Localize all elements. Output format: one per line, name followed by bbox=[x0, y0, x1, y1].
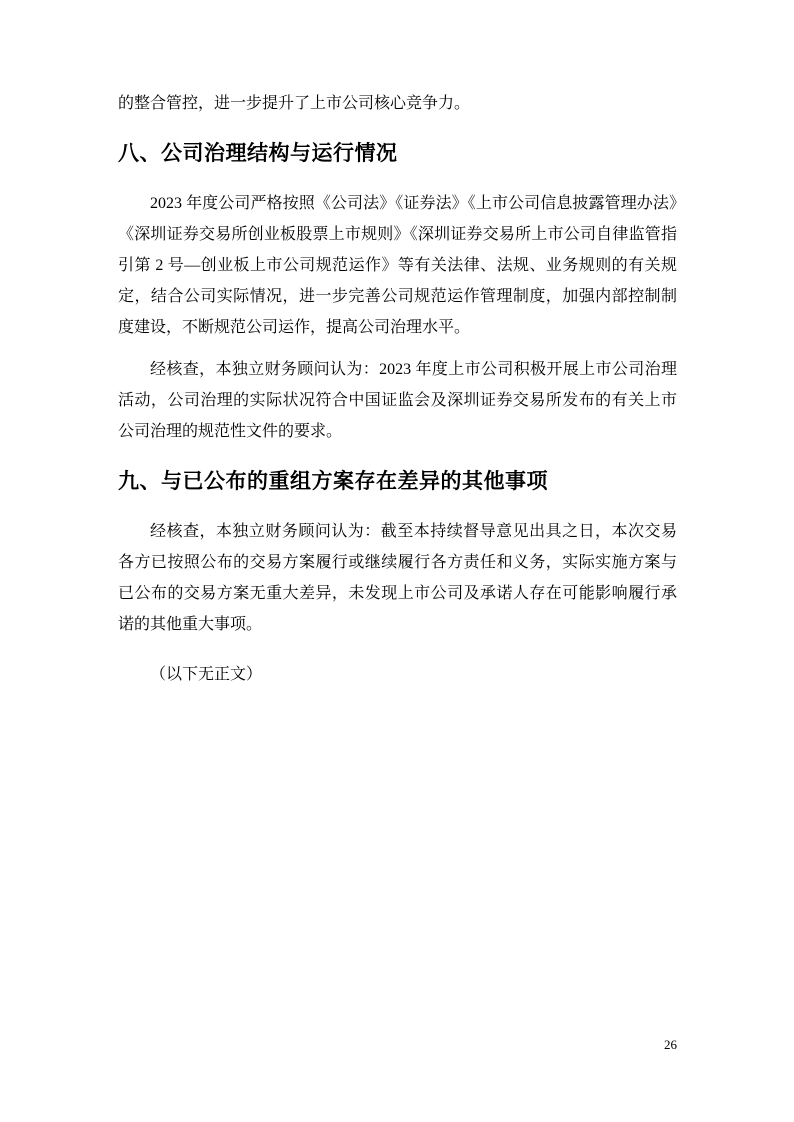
section-9-heading: 九、与已公布的重组方案存在差异的其他事项 bbox=[118, 470, 548, 493]
section-8-heading: 八、公司治理结构与运行情况 bbox=[118, 142, 398, 165]
section-9-paragraph-1: 经核查，本独立财务顾问认为：截至本持续督导意见出具之日，本次交易各方已按照公布的交易方案履行或继续履行各方责任和义务，实际实施方案与已公布的交易方案无重大差异，未发现上市公司及承诺人存在可能影响履行承诺的其他重大事项。 bbox=[118, 523, 677, 633]
page-number: 26 bbox=[664, 1037, 677, 1052]
page-footer bbox=[118, 1036, 677, 1054]
section-8-paragraph-1: 2023 年度公司严格按照《公司法》《证券法》《上市公司信息披露管理办法》《深圳证券交易所创业板股票上市规则》《深圳证券交易所上市公司自律监管指引第 2 号—创业板上市公司规范运作》等有关法律、法规、业务规则的有关规定，结合公司实际情况，进一步完善公司规范运作管理制度，加强内部控制制度建设，不断规范公司运作，提高公司治理水平。 bbox=[118, 195, 677, 336]
document-content bbox=[118, 88, 677, 701]
intro-paragraph: 的整合管控，进一步提升了上市公司核心竞争力。 bbox=[118, 95, 471, 112]
closing-note: （以下无正文） bbox=[150, 666, 263, 683]
section-8-paragraph-2: 经核查，本独立财务顾问认为：2023 年度上市公司积极开展上市公司治理活动，公司治理的实际状况符合中国证监会及深圳证券交易所发布的有关上市公司治理的规范性文件的要求。 bbox=[118, 361, 677, 440]
